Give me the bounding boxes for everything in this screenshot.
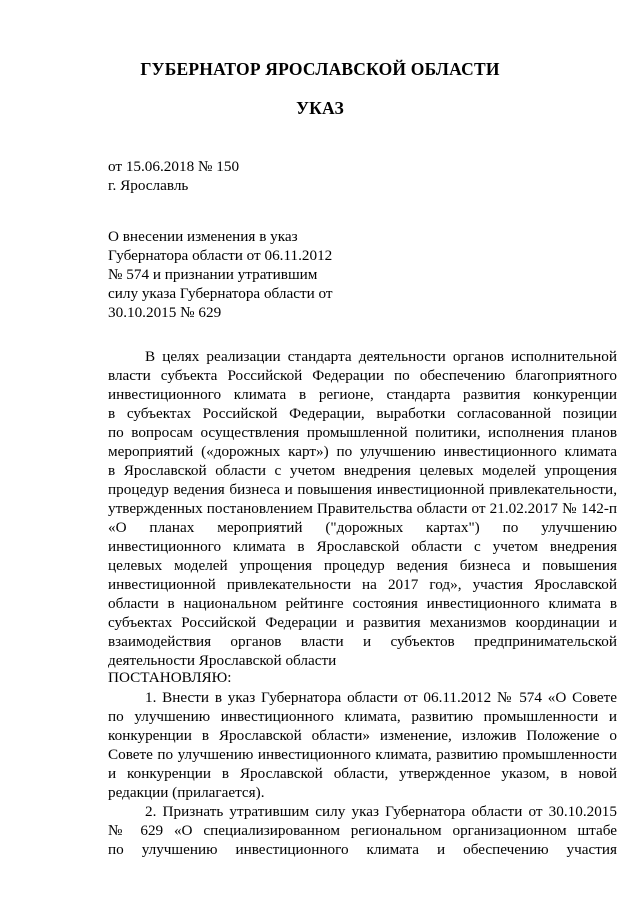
body-line: целевых моделей упрощения процедур ведения бизнеса и повышения bbox=[108, 557, 617, 574]
subject-line: Губернатора области от 06.11.2012 bbox=[108, 247, 333, 264]
body-line: власти субъекта Российской Федерации по обеспечению благоприятного bbox=[108, 367, 617, 384]
body-line: деятельности Ярославской области bbox=[108, 652, 337, 669]
document-date-number: от 15.06.2018 № 150 bbox=[108, 158, 240, 175]
body-line: утвержденных постановлением Правительства области от 21.02.2017 № 142-п bbox=[108, 500, 617, 517]
body-line: 1. Внести в указ Губернатора области от 06.11.2012 № 574 «О Совете bbox=[145, 689, 617, 706]
document-authority-heading: ГУБЕРНАТОР ЯРОСЛАВСКОЙ ОБЛАСТИ bbox=[140, 59, 500, 79]
body-line: в Ярославской области с учетом внедрения целевых моделей упрощения bbox=[108, 462, 617, 479]
body-line: инвестиционного климата в Ярославской области с учетом внедрения bbox=[108, 538, 617, 555]
body-line: инвестиционной привлекательности на 2017 год», участия Ярославской bbox=[108, 576, 617, 593]
body-line: по вопросам осуществления промышленной политики, исполнения планов bbox=[108, 424, 617, 441]
subject-line: 30.10.2015 № 629 bbox=[108, 304, 222, 321]
body-line: 2. Признать утратившим силу указ Губернатора области от 30.10.2015 bbox=[145, 803, 617, 820]
body-line: и конкуренции в Ярославской области, утвержденное указом, в новой bbox=[108, 765, 617, 782]
subject-line: О внесении изменения в указ bbox=[108, 228, 298, 245]
document-type-heading: УКАЗ bbox=[296, 98, 344, 118]
body-line: в субъектах Российской Федерации, выработки согласованной позиции bbox=[108, 405, 617, 422]
body-line: В целях реализации стандарта деятельности органов исполнительной bbox=[145, 348, 617, 365]
body-line: мероприятий («дорожных карт») по улучшению инвестиционного климата bbox=[108, 443, 617, 460]
body-line: по улучшению инвестиционного климата и обеспечению участия bbox=[108, 841, 617, 858]
body-line: редакции (прилагается). bbox=[108, 784, 265, 801]
body-line: по улучшению инвестиционного климата, развитию промышленности и bbox=[108, 708, 617, 725]
body-line: «О планах мероприятий ("дорожных картах") по улучшению bbox=[108, 519, 617, 536]
decree-operative-word: ПОСТАНОВЛЯЮ: bbox=[108, 669, 232, 686]
body-line: субъектах Российской Федерации и развития механизмов координации и bbox=[108, 614, 617, 631]
subject-line: силу указа Губернатора области от bbox=[108, 285, 333, 302]
body-line: № 629 «О специализированном региональном организационном штабе bbox=[108, 822, 617, 839]
body-line: взаимодействия органов власти и субъектов предпринимательской bbox=[108, 633, 617, 650]
body-line: инвестиционного климата в регионе, стандарта развития конкуренции bbox=[108, 386, 617, 403]
subject-line: № 574 и признании утратившим bbox=[108, 266, 318, 283]
body-line: области в национальном рейтинге состояния инвестиционного климата в bbox=[108, 595, 617, 612]
body-line: процедур ведения бизнеса и повышения инвестиционной привлекательности, bbox=[108, 481, 617, 498]
body-line: конкуренции в Ярославской области» изменение, изложив Положение о bbox=[108, 727, 617, 744]
document-city: г. Ярославль bbox=[108, 177, 189, 194]
body-line: Совете по улучшению инвестиционного климата, развитию промышленности bbox=[108, 746, 617, 763]
